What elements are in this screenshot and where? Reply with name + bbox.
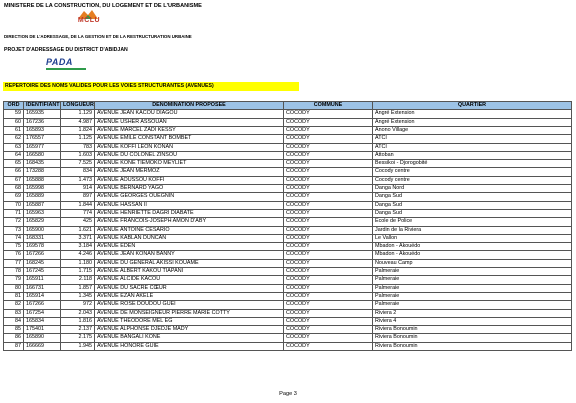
cell-commune: COCODY (284, 276, 373, 284)
table-row (4, 301, 572, 309)
cell-commune: COCODY (284, 151, 373, 159)
cell-quartier: Danga Sud (373, 193, 572, 201)
header-identifiant: IDENTIFIANT (24, 102, 61, 110)
mclu-logo (68, 9, 110, 33)
cell-ord: 85 (4, 326, 24, 334)
cell-identifiant: 165887 (24, 201, 61, 209)
cell-quartier: Danga Sud (373, 201, 572, 209)
cell-ord: 63 (4, 143, 24, 151)
cell-longueur: 1.857 (61, 284, 95, 292)
table-row (4, 126, 572, 134)
table-row (4, 259, 572, 267)
cell-commune: COCODY (284, 118, 373, 126)
table-row (4, 292, 572, 300)
cell-identifiant: 176557 (24, 135, 61, 143)
cell-denomination: AVENUE FRANCOIS-JOSEPH AMON D'ABY (95, 218, 284, 226)
table-row (4, 276, 572, 284)
cell-commune: COCODY (284, 135, 373, 143)
page-number: Page 3 (279, 391, 297, 397)
header-quartier: QUARTIER (373, 102, 572, 110)
cell-identifiant: 167254 (24, 309, 61, 317)
cell-identifiant: 168245 (24, 259, 61, 267)
table-row (4, 168, 572, 176)
cell-quartier: Ecole de Police (373, 218, 572, 226)
cell-ord: 66 (4, 168, 24, 176)
pada-logo-underline (46, 68, 86, 70)
cell-ord: 61 (4, 126, 24, 134)
cell-ord: 71 (4, 209, 24, 217)
cell-ord: 83 (4, 309, 24, 317)
cell-longueur: 914 (61, 185, 95, 193)
cell-denomination: AVENUE DU SACRE CŒUR (95, 284, 284, 292)
header-commune: COMMUNE (284, 102, 373, 110)
cell-commune: COCODY (284, 259, 373, 267)
cell-commune: COCODY (284, 143, 373, 151)
cell-commune: COCODY (284, 226, 373, 234)
cell-commune: COCODY (284, 334, 373, 342)
cell-commune: COCODY (284, 268, 373, 276)
cell-denomination: AVENUE ÉMILE CONSTANT BOMBET (95, 135, 284, 143)
cell-commune: COCODY (284, 243, 373, 251)
cell-longueur: 1.603 (61, 151, 95, 159)
cell-commune: COCODY (284, 126, 373, 134)
cell-denomination: AVENUE KABLAN DUNCAN (95, 234, 284, 242)
cell-quartier: Le Vallon (373, 234, 572, 242)
table-row (4, 317, 572, 325)
table-row (4, 243, 572, 251)
table-row (4, 118, 572, 126)
cell-identifiant: 173288 (24, 168, 61, 176)
cell-denomination: AVENUE THÉODORE MEL EG (95, 317, 284, 325)
cell-denomination: AVENUE GEORGES OUEGNIN (95, 193, 284, 201)
cell-ord: 59 (4, 110, 24, 118)
cell-quartier: Cocody centre (373, 176, 572, 184)
cell-ord: 69 (4, 193, 24, 201)
cell-quartier: Palmeraie (373, 276, 572, 284)
cell-commune: COCODY (284, 176, 373, 184)
cell-identifiant: 168331 (24, 234, 61, 242)
cell-commune: COCODY (284, 342, 373, 350)
cell-longueur: 1.125 (61, 135, 95, 143)
cell-longueur: 2.118 (61, 276, 95, 284)
cell-longueur: 1.345 (61, 292, 95, 300)
cell-denomination: AVENUE EDEN (95, 243, 284, 251)
cell-ord: 75 (4, 243, 24, 251)
cell-commune: COCODY (284, 168, 373, 176)
cell-denomination: AVENUE ANTOINE CESARIO (95, 226, 284, 234)
cell-denomination: AVENUE EZAN AKELE (95, 292, 284, 300)
cell-denomination: AVENUE JEAN KONAN BANNY (95, 251, 284, 259)
cell-identifiant: 165998 (24, 185, 61, 193)
cell-quartier: Danga Nord (373, 185, 572, 193)
table-header-row (4, 102, 572, 110)
table-row (4, 226, 572, 234)
cell-ord: 86 (4, 334, 24, 342)
cell-denomination: AVENUE JEAN MERMOZ (95, 168, 284, 176)
table-row (4, 201, 572, 209)
cell-commune: COCODY (284, 234, 373, 242)
cell-commune: COCODY (284, 326, 373, 334)
cell-ord: 72 (4, 218, 24, 226)
cell-identifiant: 165888 (24, 176, 61, 184)
cell-ord: 60 (4, 118, 24, 126)
cell-quartier: Bessikoi - Djorogobité (373, 160, 572, 168)
pada-logo (46, 57, 94, 71)
cell-commune: COCODY (284, 292, 373, 300)
cell-quartier: Nouveau Camp (373, 259, 572, 267)
table-row (4, 234, 572, 242)
cell-longueur: 1.844 (61, 201, 95, 209)
cell-quartier: Jardin de la Riviera (373, 226, 572, 234)
cell-longueur: 4.246 (61, 251, 95, 259)
cell-ord: 64 (4, 151, 24, 159)
cell-commune: COCODY (284, 301, 373, 309)
cell-quartier: ATCI (373, 143, 572, 151)
cell-commune: COCODY (284, 218, 373, 226)
table-row (4, 218, 572, 226)
cell-longueur: 1.715 (61, 268, 95, 276)
cell-longueur: 3.371 (61, 234, 95, 242)
cell-longueur: 2.175 (61, 334, 95, 342)
cell-longueur: 425 (61, 218, 95, 226)
cell-quartier: Cocody centre (373, 168, 572, 176)
cell-denomination: AVENUE ALBERT KAKOU TIAPANI (95, 268, 284, 276)
cell-identifiant: 167236 (24, 118, 61, 126)
cell-identifiant: 165963 (24, 209, 61, 217)
cell-denomination: AVENUE HASSAN II (95, 201, 284, 209)
cell-quartier: Angré Extension (373, 118, 572, 126)
cell-ord: 65 (4, 160, 24, 168)
avenues-table (3, 101, 572, 351)
cell-longueur: 1.945 (61, 342, 95, 350)
cell-denomination: AVENUE KONE TIEMOKO MEYLIET (95, 160, 284, 168)
cell-identifiant: 166731 (24, 284, 61, 292)
cell-ord: 77 (4, 259, 24, 267)
cell-ord: 70 (4, 201, 24, 209)
cell-ord: 78 (4, 268, 24, 276)
cell-denomination: AVENUE ALCIDE KACOU (95, 276, 284, 284)
cell-identifiant: 169578 (24, 243, 61, 251)
cell-commune: COCODY (284, 317, 373, 325)
cell-quartier: Riviera Bonoumin (373, 334, 572, 342)
cell-identifiant: 165900 (24, 226, 61, 234)
cell-identifiant: 165935 (24, 110, 61, 118)
cell-denomination: AVENUE USHER ASSOUAN (95, 118, 284, 126)
header-denomination: DENOMINATION PROPOSEE (95, 102, 284, 110)
table-row (4, 160, 572, 168)
table-row (4, 334, 572, 342)
table-row (4, 209, 572, 217)
cell-commune: COCODY (284, 201, 373, 209)
cell-ord: 76 (4, 251, 24, 259)
cell-longueur: 834 (61, 168, 95, 176)
ministry-title: MINISTERE DE LA CONSTRUCTION, DU LOGEMENT ET DE L'URBANISME (4, 3, 202, 9)
cell-ord: 80 (4, 284, 24, 292)
cell-ord: 67 (4, 176, 24, 184)
table-row (4, 193, 572, 201)
cell-commune: COCODY (284, 309, 373, 317)
cell-denomination: AVENUE ROSE DOUDOU GUEI (95, 301, 284, 309)
cell-ord: 68 (4, 185, 24, 193)
cell-longueur: 2.137 (61, 326, 95, 334)
cell-identifiant: 165911 (24, 276, 61, 284)
cell-identifiant: 166669 (24, 342, 61, 350)
cell-denomination: AVENUE AOUSSOU KOFFI (95, 176, 284, 184)
cell-ord: 74 (4, 234, 24, 242)
cell-commune: COCODY (284, 185, 373, 193)
cell-quartier: Palmeraie (373, 301, 572, 309)
cell-identifiant: 165829 (24, 218, 61, 226)
cell-identifiant: 167245 (24, 268, 61, 276)
cell-longueur: 4.987 (61, 118, 95, 126)
header-ord: ORD (4, 102, 24, 110)
cell-commune: COCODY (284, 110, 373, 118)
cell-longueur: 1.621 (61, 226, 95, 234)
cell-quartier: Anono Village (373, 126, 572, 134)
cell-longueur: 783 (61, 143, 95, 151)
cell-longueur: 1.824 (61, 126, 95, 134)
table-row (4, 251, 572, 259)
direction-title: DIRECTION DE L'ADRESSAGE, DE LA GESTION ET DE LA RESTRUCTURATION URBAINE (4, 34, 192, 39)
cell-denomination: AVENUE BERNARD YAGO (95, 185, 284, 193)
table-row (4, 135, 572, 143)
cell-longueur: 1.473 (61, 176, 95, 184)
cell-ord: 81 (4, 292, 24, 300)
table-row (4, 268, 572, 276)
table-row (4, 185, 572, 193)
cell-identifiant: 166580 (24, 151, 61, 159)
cell-longueur: 2.043 (61, 309, 95, 317)
cell-quartier: Palmeraie (373, 284, 572, 292)
cell-ord: 73 (4, 226, 24, 234)
project-title: PROJET D'ADRESSAGE DU DISTRICT D'ABIDJAN (4, 47, 128, 53)
cell-quartier: Danga Sud (373, 209, 572, 217)
cell-longueur: 1.129 (61, 110, 95, 118)
cell-quartier: Palmeraie (373, 268, 572, 276)
cell-denomination: AVENUE DU COLONEL ZINSOU (95, 151, 284, 159)
table-row (4, 284, 572, 292)
cell-denomination: AVENUE MARCEL ZADI KESSY (95, 126, 284, 134)
table-row (4, 143, 572, 151)
cell-identifiant: 165893 (24, 126, 61, 134)
cell-identifiant: 165914 (24, 292, 61, 300)
cell-identifiant: 168435 (24, 160, 61, 168)
cell-ord: 79 (4, 276, 24, 284)
cell-denomination: AVENUE HENRIETTE DAGRI DIABATE (95, 209, 284, 217)
cell-quartier: Riviera Bonoumin (373, 342, 572, 350)
table-row (4, 309, 572, 317)
cell-quartier: Angré Extension (373, 110, 572, 118)
cell-quartier: Palmeraie (373, 292, 572, 300)
cell-longueur: 3.184 (61, 243, 95, 251)
cell-ord: 87 (4, 342, 24, 350)
cell-commune: COCODY (284, 209, 373, 217)
cell-quartier: Mbadon - Akouédo (373, 243, 572, 251)
cell-identifiant: 175401 (24, 326, 61, 334)
pada-logo-text: PADA (46, 57, 73, 67)
cell-denomination: AVENUE HONORE GUIE (95, 342, 284, 350)
cell-ord: 84 (4, 317, 24, 325)
cell-quartier: Attoban (373, 151, 572, 159)
header-longueur: LONGUEUR (61, 102, 95, 110)
cell-longueur: 972 (61, 301, 95, 309)
cell-identifiant: 165890 (24, 334, 61, 342)
cell-denomination: AVENUE ALPHONSE DJÉDJÉ MADY (95, 326, 284, 334)
repertoire-title: REPERTOIRE DES NOMS VALIDES POUR LES VOIES STRUCTURANTES (AVENUES) (3, 82, 299, 91)
cell-commune: COCODY (284, 193, 373, 201)
cell-longueur: 1.816 (61, 317, 95, 325)
table-row (4, 110, 572, 118)
cell-identifiant: 167266 (24, 251, 61, 259)
cell-denomination: AVENUE BANGALI KONÉ (95, 334, 284, 342)
cell-quartier: Mbadon - Akouédo (373, 251, 572, 259)
table-row (4, 176, 572, 184)
cell-denomination: AVENUE DU GÉNÉRAL AKISSI KOUAME (95, 259, 284, 267)
cell-identifiant: 167266 (24, 301, 61, 309)
table-row (4, 326, 572, 334)
cell-quartier: Riviera 4 (373, 317, 572, 325)
table-row (4, 342, 572, 350)
logo-text: MCLU (77, 17, 101, 24)
cell-ord: 82 (4, 301, 24, 309)
cell-longueur: 774 (61, 209, 95, 217)
cell-longueur: 897 (61, 193, 95, 201)
cell-identifiant: 165977 (24, 143, 61, 151)
cell-identifiant: 165889 (24, 193, 61, 201)
cell-ord: 62 (4, 135, 24, 143)
cell-denomination: AVENUE JEAN KACOU DIAGOU (95, 110, 284, 118)
table-row (4, 151, 572, 159)
cell-longueur: 7.525 (61, 160, 95, 168)
cell-identifiant: 165834 (24, 317, 61, 325)
cell-longueur: 1.180 (61, 259, 95, 267)
cell-commune: COCODY (284, 284, 373, 292)
cell-quartier: Riviera Bonoumin (373, 326, 572, 334)
cell-denomination: AVENUE DE MONSEIGNEUR PIERRE MARIE COTTY (95, 309, 284, 317)
cell-commune: COCODY (284, 160, 373, 168)
cell-commune: COCODY (284, 251, 373, 259)
cell-quartier: ATCI (373, 135, 572, 143)
cell-denomination: AVENUE KOFFI LÉON KONAN (95, 143, 284, 151)
cell-quartier: Riviera 2 (373, 309, 572, 317)
